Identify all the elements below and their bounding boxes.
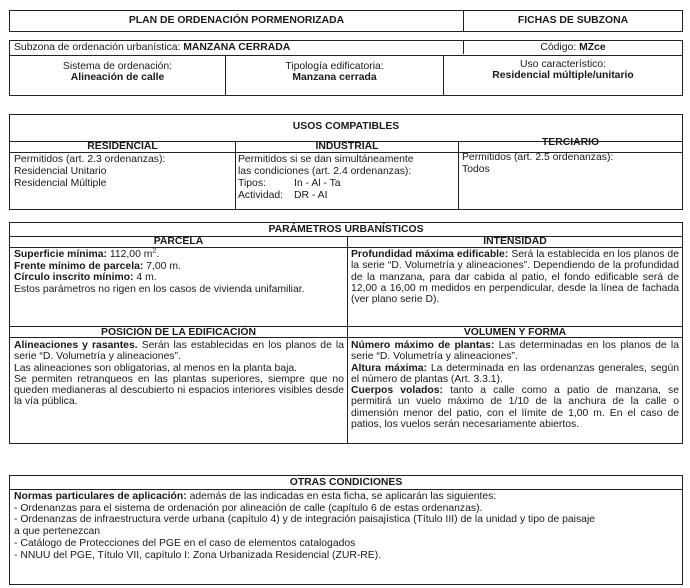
normas-row: [14, 491, 679, 503]
otras-content: [14, 491, 679, 561]
otras-title: OTRAS CONDICIONES: [289, 477, 403, 488]
terciario-line-1: Permitidos (art. 2.5 ordenanzas):: [462, 152, 614, 163]
volumen-content: [351, 340, 679, 430]
industrial-actividad: [238, 190, 328, 202]
normas-intro: además de las indicadas en esta ficha, se aplicarán las siguientes:: [189, 491, 497, 502]
uses-title: USOS COMPATIBLES: [292, 121, 400, 132]
otras-box: [9, 475, 683, 585]
subzone-label: Subzona de ordenación urbanística:: [14, 42, 181, 53]
typology-value: Manzana cerrada: [292, 72, 377, 83]
otras-item-2: - Ordenanzas de infraestructura verde urbana (capítulo 4) y de integración paisajística (Título III) de la unidad y tipo de paisaje: [14, 514, 596, 526]
document-title: PLAN DE ORDENACIÓN PORMENORIZADA: [128, 15, 345, 26]
terciario-line-2: Todos: [462, 164, 490, 175]
otras-item-1: - Ordenanzas para el sistema de ordenación por alineación de calle (capítulo 6 de estas ordenanzas).: [14, 502, 483, 514]
plantas-text: Las determinadas en los planos de la serie “D. Volumetría y alineaciones”.: [351, 340, 680, 363]
frente-value: 7,00 m.: [146, 260, 181, 272]
profundidad-label: Profundidad máxima edificable:: [351, 249, 509, 260]
otras-item-5: - NNUU del PGE, Título VII, capítulo I: Zona Urbanizada Residencial (ZUR-RE).: [14, 549, 382, 561]
industrial-tipos: [238, 178, 341, 190]
residencial-line-2: Residencial Unitario: [14, 166, 107, 177]
altura-label: Altura máxima:: [351, 362, 427, 374]
industrial-line-1: Permitidos si se dan simultáneamente: [238, 154, 414, 165]
cuerpos-text: tanto a calle como a patio de manzana, se permitirá un vuelo máximo de 1/10 de la anchura de la calle o dimensión menor del patio, con el límite de 1,00 m. En el caso de patios, los vuelos serán necesariamente abiertos.: [351, 385, 679, 431]
posicion-heading: POSICIÓN DE LA EDIFICACIÓN: [101, 327, 256, 338]
alineaciones-text-1: Serán las establecidas en los planos de la serie “D. Volumetría y alineaciones”.: [14, 340, 344, 363]
plantas-label: Número máximo de plantas:: [351, 340, 495, 351]
section-title: FICHAS DE SUBZONA: [517, 15, 629, 26]
params-title: PARÁMETROS URBANÍSTICOS: [268, 224, 424, 235]
code-value: MZce: [579, 42, 606, 53]
superficie-row: [14, 249, 344, 261]
intensidad-content: [351, 249, 679, 305]
superficie-exponent: 2: [152, 247, 157, 255]
posicion-content: [14, 340, 344, 408]
uses-box: [9, 114, 683, 210]
otras-item-4: - Catálogo de Protecciones del PGE en el caso de elementos catalogados: [14, 537, 356, 549]
otras-item-3: a que pertenezcan: [14, 526, 101, 538]
parcela-note: Estos parámetros no rigen en los casos de vivienda unifamiliar.: [14, 283, 305, 295]
system-value: Alineación de calle: [70, 72, 165, 83]
residencial-line-1: Permitidos (art. 2.3 ordenanzas):: [14, 154, 166, 165]
subzone-row: [14, 42, 290, 54]
frente-label: Frente mínimo de parcela:: [14, 260, 144, 272]
alineaciones-text-3: Se permiten retranqueos en las plantas superiores, siempre que no queden medianeras al descubierto ni espacios interiores visibles desde la vía pública.: [14, 373, 344, 408]
residencial-line-3: Residencial Múltiple: [14, 178, 107, 189]
parcela-heading: PARCELA: [153, 236, 204, 247]
actividad-label: Actividad:: [238, 190, 284, 201]
residencial-heading: RESIDENCIAL: [87, 141, 158, 152]
tipos-label: Tipos:: [238, 178, 266, 189]
code-row: [464, 42, 682, 54]
typology-label: Tipología edificatoria:: [285, 61, 384, 72]
superficie-label: Superficie mínima:: [14, 249, 107, 260]
superficie-value: 112,00 m: [109, 249, 153, 260]
frente-row: [14, 261, 344, 273]
volumen-heading: VOLUMEN Y FORMA: [463, 327, 567, 338]
system-label: Sistema de ordenación:: [62, 61, 173, 72]
alineaciones-text-2: Las alineaciones son obligatorias, al menos en la planta baja.: [14, 362, 298, 374]
cuerpos-label: Cuerpos volados:: [351, 385, 443, 397]
industrial-line-2: las condiciones (art. 2.4 ordenanzas):: [238, 166, 412, 177]
superficie-end: .: [156, 249, 160, 260]
terciario-heading: TERCIARIO: [541, 137, 600, 148]
header-box: [9, 10, 683, 32]
alineaciones-label: Alineaciones y rasantes.: [14, 340, 138, 351]
circulo-value: 4 m.: [136, 272, 157, 283]
use-value: Residencial múltiple/unitario: [492, 70, 634, 81]
subzone-value: MANZANA CERRADA: [183, 42, 291, 53]
use-label: Uso característico:: [519, 59, 607, 70]
profundidad-text: Será la establecida en los planos de la serie “D. Volumetría y alineaciones”. Dependiendo de la profundidad de la manzana, para dar cabida al patio, el fondo edificable será de 12,00 a 16,00 m medidos en perpendicular, desde la línea de fachada (ver plano serie D).: [351, 249, 679, 306]
normas-label: Normas particulares de aplicación:: [14, 491, 187, 502]
subzone-box: [9, 40, 683, 96]
params-box: [9, 222, 683, 444]
circulo-row: [14, 272, 344, 284]
parcela-content: [14, 249, 344, 295]
altura-text: La determinada en las ordenanzas generales, según el número de plantas (Art. 3.3.1).: [351, 362, 680, 385]
code-label: Código:: [540, 42, 577, 53]
tipos-value: In - Al - Ta: [294, 178, 341, 189]
actividad-value: DR - AI: [294, 190, 328, 201]
circulo-label: Círculo inscrito mínimo:: [14, 272, 134, 283]
industrial-heading: INDUSTRIAL: [315, 141, 379, 152]
intensidad-heading: INTENSIDAD: [483, 236, 547, 247]
